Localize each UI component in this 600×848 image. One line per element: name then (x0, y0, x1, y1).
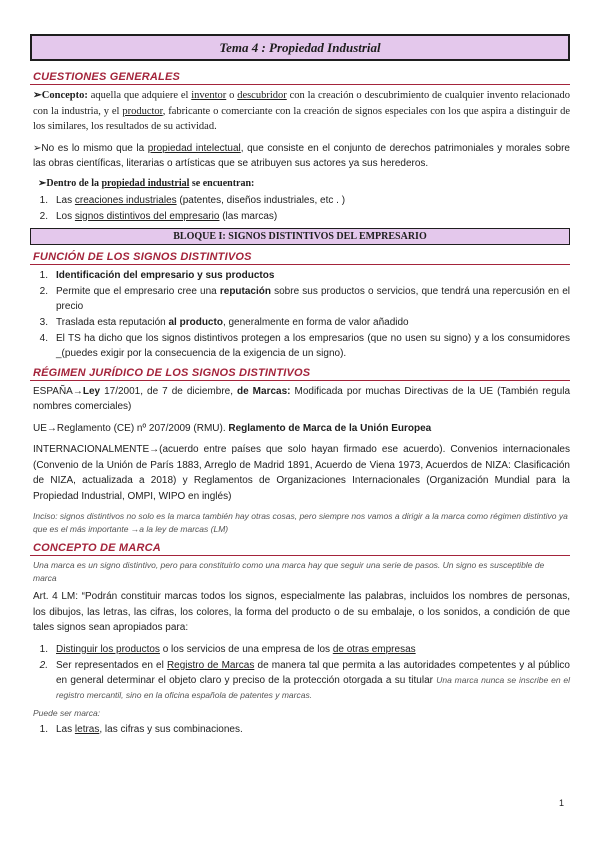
text-span: , que consiste en el conjunto de derechos patrimoniales y morales sobre las obras científicas, literarias o artísticas que se atribuyen sus actores ya sus herederos. (33, 142, 570, 169)
list-number: 2. (39, 659, 48, 671)
section-heading-funcion: FUNCIÓN DE LOS SIGNOS DISTINTIVOS (30, 251, 570, 265)
text-span: de manera tal que permita a las autoridades competentes y al público en general determinar el objeto claro y preciso de la protección otorgada a su titular (56, 659, 570, 686)
concepto-paragraph (33, 88, 570, 135)
underlined-term: propiedad intelectual (147, 142, 241, 154)
text-span: Permite que el empresario cree una (56, 285, 220, 297)
list-text (56, 722, 570, 737)
article-4-paragraph: Art. 4 LM: “Podrán constituir marcas todos los signos, especialmente las palabras, incluidos los nombres de personas, los dibujos, las letras, las cifras, los colores, la forma del producto o de su embalaje, o los sonidos, a condición de que tales signos sean apropiados para: (33, 591, 570, 633)
list-item (30, 315, 570, 330)
text-span: Las (56, 723, 75, 735)
inline-note: Una marca nunca se inscribe en el registro mercantil, sino en la oficina española de patentes y marcas. (56, 674, 571, 700)
inciso-note: Inciso: signos distintivos no solo es la marca también hay otras cosas, pero siempre nos vamos a dirigir a la marca como régimen distintivo ya que es el más importante →a la ley de marcas (LM) (33, 511, 568, 534)
page-title: Tema 4 : Propiedad Industrial (219, 39, 381, 55)
list-number: 1. (39, 723, 48, 735)
list-item (30, 331, 570, 361)
underlined-term: Distinguir los productos (56, 643, 160, 655)
list-item (30, 722, 570, 737)
concepto-intro-note: Una marca es un signo distintivo, pero para constituirlo como una marca hay que seguir una serie de pasos. Un signo es susceptible de marca (33, 560, 545, 583)
text-span: Los (56, 210, 75, 222)
underlined-term: letras (74, 723, 100, 735)
text-span: Ser representados en el (56, 659, 167, 671)
text-span: , las cifras y sus combinaciones. (99, 723, 243, 735)
list-text (56, 331, 570, 361)
puede-ser-marca-note: Puede ser marca: (33, 707, 101, 718)
puede-list (30, 722, 570, 737)
espana-paragraph (33, 384, 570, 415)
text-span: , generalmente en forma de valor añadido (222, 316, 409, 328)
list-text (56, 642, 570, 657)
text-span: se encuentran: (189, 177, 255, 189)
text-span: UE→Reglamento (CE) nº 207/2009 (RMU). (33, 422, 229, 434)
text-span: sobre sus productos o servicios, que tendrá una repercusión en el precio (56, 285, 571, 312)
ue-paragraph (33, 421, 570, 437)
text-span: 17/2001, de 7 de diciembre, (100, 385, 237, 397)
underlined-term: descubridor (237, 90, 287, 101)
text-span: El TS ha dicho que los signos distintivos protegen a los empresarios (que no usen su signo) y a los consumidores _(puedes exigir por la consecuencia de la exigencia de un signo). (56, 332, 570, 359)
underlined-term: signos distintivos del empresario (74, 210, 220, 222)
section-heading-concepto-marca: CONCEPTO DE MARCA (30, 542, 570, 556)
text-span: ESPAÑA→ (33, 385, 83, 397)
dentro-subtitle (38, 178, 570, 189)
list-item (30, 193, 570, 208)
list-number: 1. (39, 643, 48, 655)
list-text (56, 209, 570, 224)
list-item (30, 284, 570, 314)
text-span: Traslada esta reputación (56, 316, 169, 328)
underlined-term: de otras empresas (332, 643, 416, 655)
list-number: 1. (39, 269, 48, 281)
section-heading-cuestiones: CUESTIONES GENERALES (30, 71, 570, 85)
text-span: , fabricante o comerciante con la creación de signos especiales con los que aspira a distinguir de los similares, los resultados de su actividad. (33, 105, 570, 132)
bold-term: al producto (168, 316, 223, 328)
dentro-list (30, 193, 570, 224)
bloque-title: BLOQUE I: SIGNOS DISTINTIVOS DEL EMPRESARIO (173, 230, 427, 242)
text-span: ➢Dentro de la (38, 177, 102, 189)
list-item (30, 209, 570, 224)
bold-term: Reglamento de Marca de la Unión Europea (228, 422, 432, 434)
list-item (30, 658, 570, 703)
text-span: (patentes, diseños industriales, etc . ) (176, 194, 346, 206)
concepto-label: ➢Concepto: (33, 90, 88, 101)
text-span: con la creación o descubrimiento de cualquier invento relacionado con la industria, y el (33, 90, 571, 117)
list-text (56, 658, 570, 703)
underlined-term: productor (122, 105, 163, 117)
list-number: 2. (39, 285, 48, 297)
document-page (30, 34, 570, 741)
text-span: aquella que adquiere el (87, 90, 192, 101)
underlined-term: propiedad industrial (101, 177, 190, 189)
page-number: 1 (559, 798, 565, 808)
list-item (30, 268, 570, 283)
underlined-term: Registro de Marcas (166, 659, 255, 671)
difference-paragraph (33, 141, 570, 172)
underlined-term: inventor (191, 90, 227, 101)
list-number: 3. (39, 316, 48, 328)
list-text (56, 284, 570, 314)
bold-term: de Marcas: (237, 385, 291, 397)
text-span: Las (56, 194, 75, 206)
title-banner (30, 34, 570, 61)
section-heading-regimen: RÉGIMEN JURÍDICO DE LOS SIGNOS DISTINTIVOS (30, 367, 570, 381)
underlined-term: creaciones industriales (74, 194, 177, 206)
list-number: 4. (39, 332, 48, 344)
text-span: (las marcas) (219, 210, 278, 222)
article-list (30, 642, 570, 703)
bold-term: Ley (82, 385, 101, 397)
funcion-list (30, 268, 570, 361)
list-text (56, 315, 570, 330)
bold-term: reputación (219, 285, 271, 297)
text-span: o (226, 90, 238, 101)
list-number: 2. (39, 210, 48, 222)
text-span: Modificada por muchas Directivas de la UE (También regula nombres comerciales) (33, 385, 571, 412)
text-span: ➢No es lo mismo que la (33, 142, 148, 154)
list-text (56, 193, 570, 208)
internacional-paragraph: INTERNACIONALMENTE→(acuerdo entre países que solo hayan firmado ese acuerdo). Convenios internacionales (Convenio de la Unión de París 1883, Arreglo de Madrid 1891, Acuerdo de Viena 1973, Acuerdos de NIZA: Clasificación de NIZA, actualizada a 2018) y Reglamentos de Organizaciones Internacionales (Organización Mundial para la Propiedad Industrial, OMPI, WIPO en inglés) (33, 444, 570, 502)
bold-term: Identificación del empresario y sus productos (56, 269, 275, 281)
list-item (30, 642, 570, 657)
list-text (56, 268, 570, 283)
text-span: o los servicios de una empresa de los (159, 643, 333, 655)
list-number: 1. (39, 194, 48, 206)
bloque-banner (30, 228, 570, 245)
